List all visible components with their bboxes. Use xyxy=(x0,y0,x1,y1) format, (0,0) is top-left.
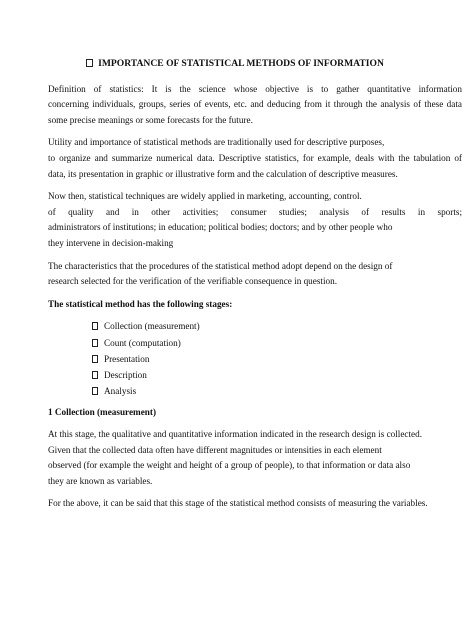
list-item xyxy=(92,335,462,351)
text-line: they are known as variables. xyxy=(48,475,153,486)
paragraph-definition xyxy=(48,82,462,129)
list-item xyxy=(92,383,462,399)
paragraph-utility xyxy=(48,135,462,182)
stage-label: Analysis xyxy=(104,386,137,397)
document-title xyxy=(48,56,462,72)
missing-glyph-icon xyxy=(92,339,98,347)
text-line: they intervene in decision-making xyxy=(48,237,174,248)
document-title-text: IMPORTANCE OF STATISTICAL METHODS OF INFORMATION xyxy=(98,58,384,69)
text-line: observed (for example the weight and height of a group of people), to that information or data also xyxy=(48,460,411,471)
stages-list xyxy=(92,318,462,399)
missing-glyph-icon xyxy=(86,59,93,67)
missing-glyph-icon xyxy=(92,322,98,330)
text-line: of quality and in other activities; consumer studies; analysis of results in sports; xyxy=(48,206,462,217)
paragraph-applications xyxy=(48,189,462,251)
paragraph-characteristics xyxy=(48,259,462,290)
missing-glyph-icon xyxy=(92,371,98,379)
text-line: Utility and importance of statistical methods are traditionally used for descriptive purposes, xyxy=(48,137,385,148)
stage-label: Count (computation) xyxy=(104,337,181,348)
text-line: data, its presentation in graphic or illustrative form and the calculation of descriptive measures. xyxy=(48,168,398,179)
text-line: Now then, statistical techniques are widely applied in marketing, accounting, control. xyxy=(48,191,362,202)
text-line: At this stage, the qualitative and quantitative information indicated in the research design is collected. xyxy=(48,428,423,439)
section-heading-collection: 1 Collection (measurement) xyxy=(48,407,157,418)
text-line: Definition of statistics: It is the science whose objective is to gather quantitative information xyxy=(48,83,462,94)
text-line: For the above, it can be said that this stage of the statistical method consists of measuring the variables. xyxy=(48,498,428,509)
paragraph-measuring xyxy=(48,496,462,512)
text-line: some precise meanings or some forecasts for the future. xyxy=(48,114,253,125)
missing-glyph-icon xyxy=(92,387,98,395)
stage-label: Presentation xyxy=(104,353,150,364)
paragraph-collection xyxy=(48,427,462,489)
stage-label: Collection (measurement) xyxy=(104,321,200,332)
missing-glyph-icon xyxy=(92,355,98,363)
text-line: administrators of institutions; in education; political bodies; doctors; and by other people who xyxy=(48,222,393,233)
list-item xyxy=(92,318,462,334)
text-line: Given that the collected data often have different magnitudes or intensities in each element xyxy=(48,444,382,455)
stage-label: Description xyxy=(104,369,147,380)
text-line: The characteristics that the procedures of the statistical method adopt depend on the design of xyxy=(48,260,393,271)
list-item xyxy=(92,367,462,383)
list-item xyxy=(92,351,462,367)
text-line: to organize and summarize numerical data. Descriptive statistics, for example, deals with the tabulation of xyxy=(48,152,462,163)
stages-heading: The statistical method has the following stages: xyxy=(48,298,233,309)
document-content xyxy=(48,56,462,519)
text-line: research selected for the verification of the verifiable consequence in question. xyxy=(48,276,338,287)
text-line: concerning individuals, groups, series of events, etc. and deducing from it through the analysis of these data xyxy=(48,99,462,110)
